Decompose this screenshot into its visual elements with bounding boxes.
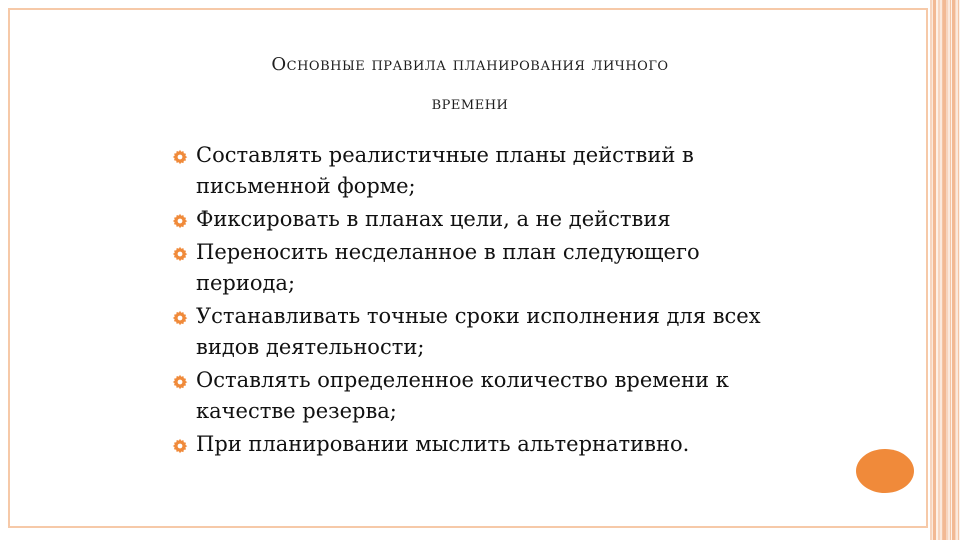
bullet-item: [172, 429, 772, 460]
bullet-item: [172, 204, 772, 235]
bullet-item: [172, 140, 772, 202]
gear-icon: [172, 310, 188, 326]
bullet-text: Составлять реалистичные планы действий в письменной форме;: [196, 143, 694, 198]
gear-icon: [172, 149, 188, 165]
slide-title: [150, 54, 790, 114]
gear-icon: [172, 438, 188, 454]
decorative-stripes: [930, 0, 960, 540]
stripe-band: [933, 0, 936, 540]
bullet-item: [172, 365, 772, 427]
bullet-item: [172, 237, 772, 299]
bullet-list: [172, 140, 772, 462]
bullet-text: Оставлять определенное количество времени к качестве резерва;: [196, 368, 729, 423]
stripe-band: [943, 0, 946, 540]
bullet-text: Фиксировать в планах цели, а не действия: [196, 207, 671, 231]
gear-icon: [172, 213, 188, 229]
decorative-orange-circle: [856, 449, 914, 493]
gear-icon: [172, 374, 188, 390]
bullet-text: Переносить несделанное в план следующего периода;: [196, 240, 700, 295]
bullet-text: При планировании мыслить альтернативно.: [196, 432, 690, 456]
bullet-text: Устанавливать точные сроки исполнения для всех видов деятельности;: [196, 304, 761, 359]
title-line-1: Основные правила планирования личного: [271, 54, 669, 75]
title-line-2: времени: [431, 93, 509, 114]
stripe-band: [952, 0, 955, 540]
gear-icon: [172, 246, 188, 262]
bullet-item: [172, 301, 772, 363]
